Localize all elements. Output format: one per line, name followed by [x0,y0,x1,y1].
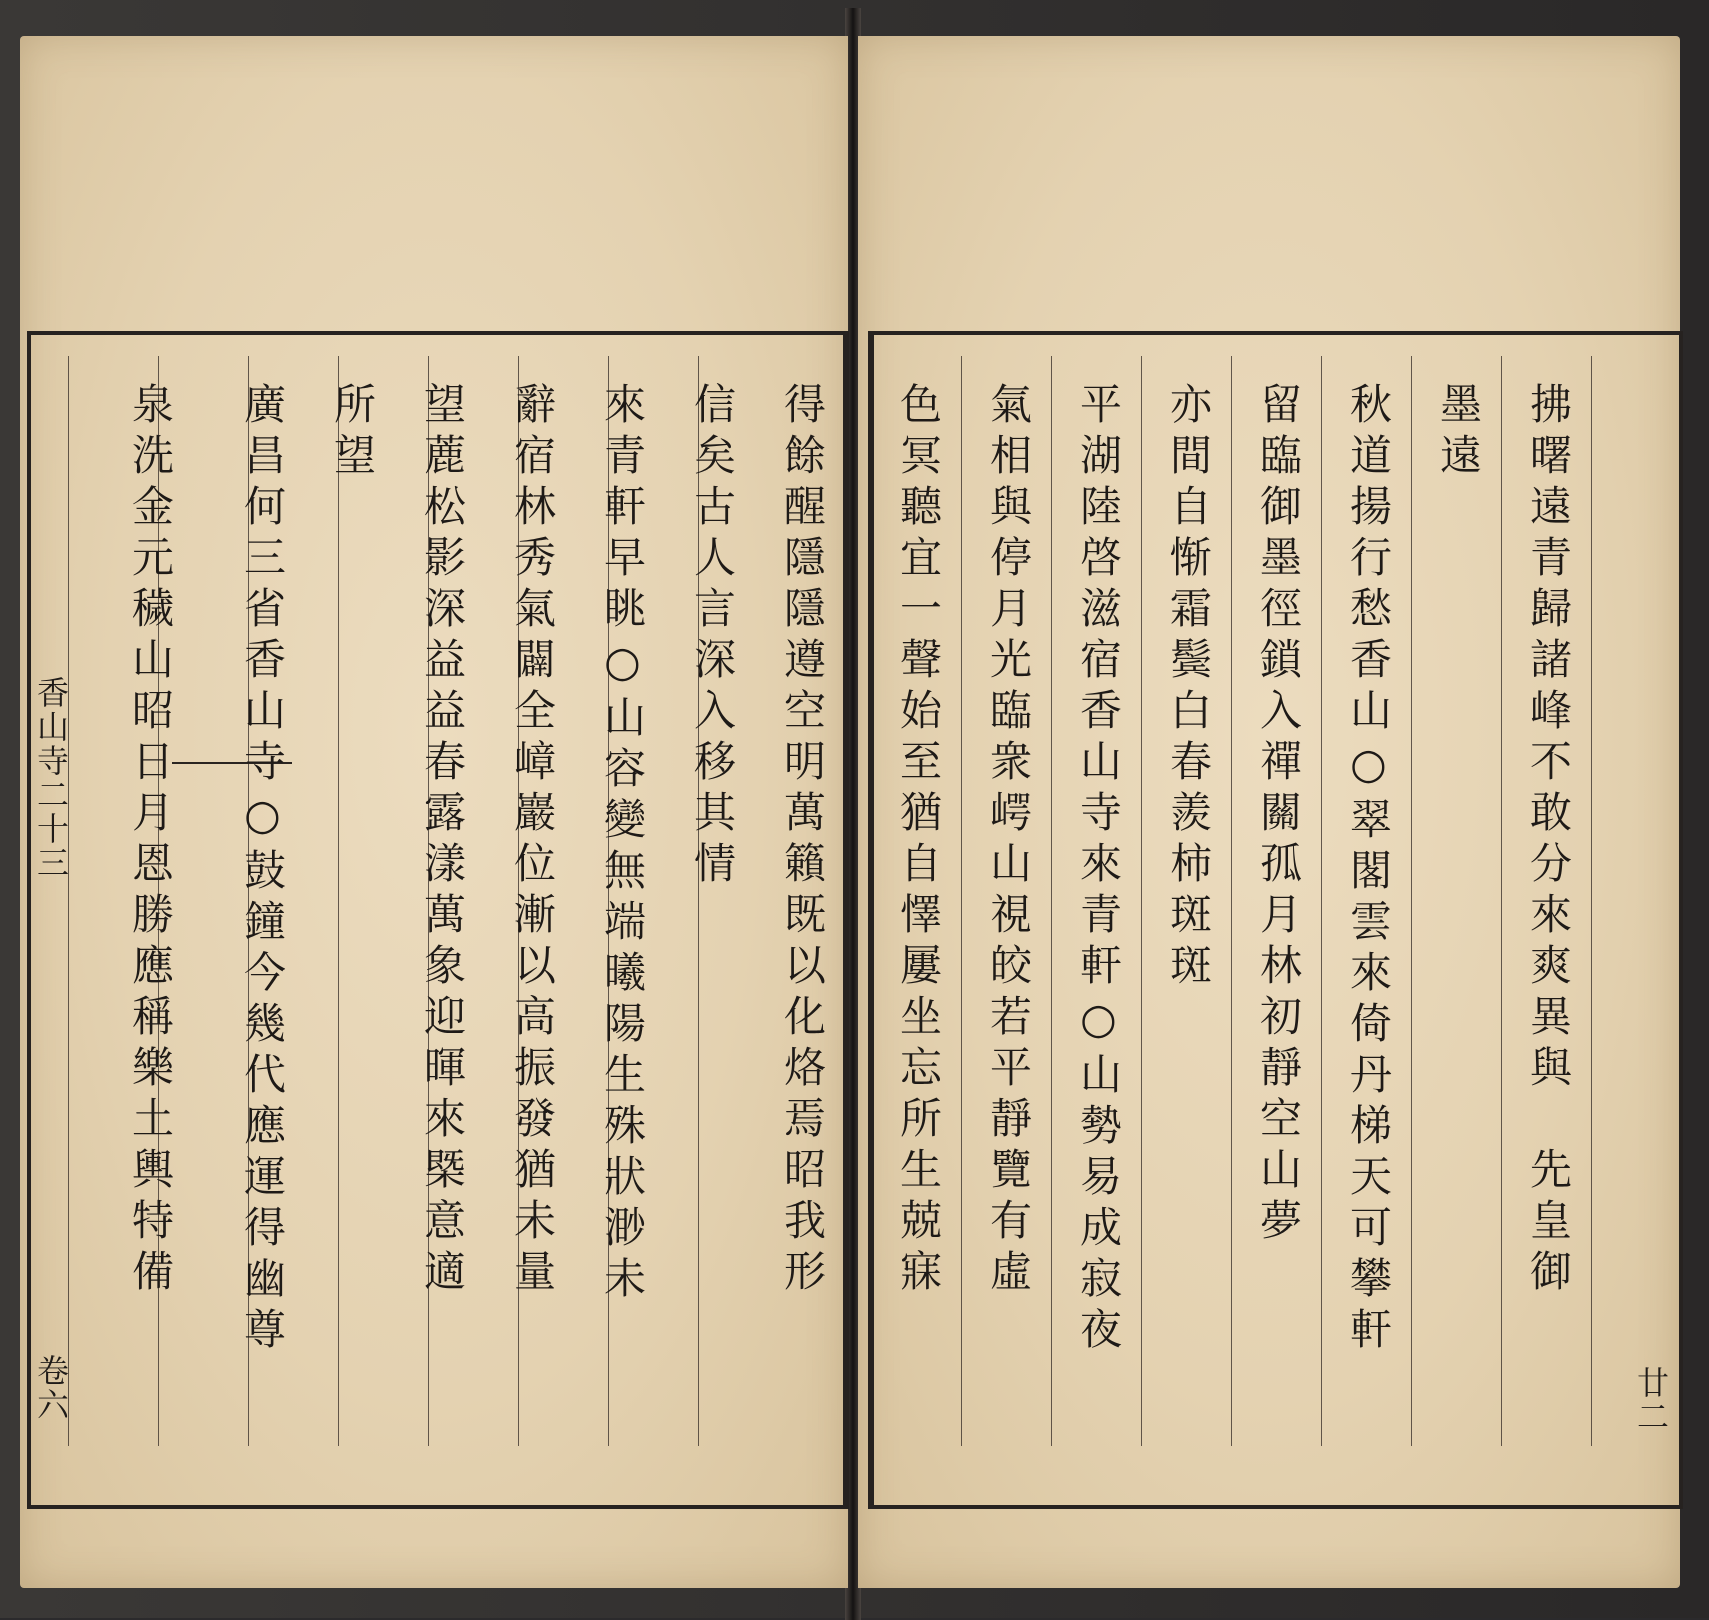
text-column: 氣相與停月光臨衆崿山視皎若平靜覽有虛 [984,382,1033,1300]
text-column: 亦間自惭霜鬓白春羨柿斑斑 [1164,382,1213,994]
text-column: 墨遠 [1434,382,1483,484]
column-rule [1051,356,1052,1446]
column-rule [1411,356,1412,1446]
text-column: 拂曙遠青歸諸峰不敢分來爽異與 先皇御 [1524,382,1573,1300]
margin-juan: 卷六 [32,1354,70,1422]
column-rule [68,356,69,1446]
column-rule [338,356,339,1446]
text-column: 望蔍松影深益益春露漾萬象迎暉來槩意適 [418,382,467,1300]
column-rule [1141,356,1142,1446]
folio-number: 廿二 [1632,1366,1670,1434]
text-column: 秋道揚行愁香山○翠閣雲來倚丹梯天可攀軒 [1344,382,1393,1358]
text-column: 得餘醒隱隱遵空明萬籟既以化烙焉昭我形 [778,382,827,1300]
column-rule [1231,356,1232,1446]
text-column: 來青軒早眺○山容變無端曦陽生殊狀渺未 [598,382,647,1307]
text-column: 留臨御墨徑鎖入禪關孤月林初靜空山夢 [1254,382,1303,1249]
column-rule [1501,356,1502,1446]
text-column: 泉洗金元穢山昭日月恩勝應稱樂土輿特備 [126,382,175,1300]
text-column: 平湖陸啓滋宿香山寺來青軒○山勢易成寂夜 [1074,382,1123,1358]
margin-title: 香山寺二十三 [32,676,70,880]
text-column: 信矣古人言深入移其情 [688,382,737,892]
text-column: 廣昌何三省香山寺○鼓鐘今幾代應運得幽尊 [238,382,287,1358]
left-page [20,36,848,1588]
text-column: 色冥聽宜一聲始至猶自懌屢坐忘所生兢寐 [894,382,943,1300]
text-column: 辭宿林秀氣闢全嶂巖位漸以高振發猶未量 [508,382,557,1300]
column-rule [1591,356,1592,1446]
column-rule [961,356,962,1446]
text-column: 所望 [328,382,377,484]
right-page [858,36,1680,1588]
column-rule [1321,356,1322,1446]
